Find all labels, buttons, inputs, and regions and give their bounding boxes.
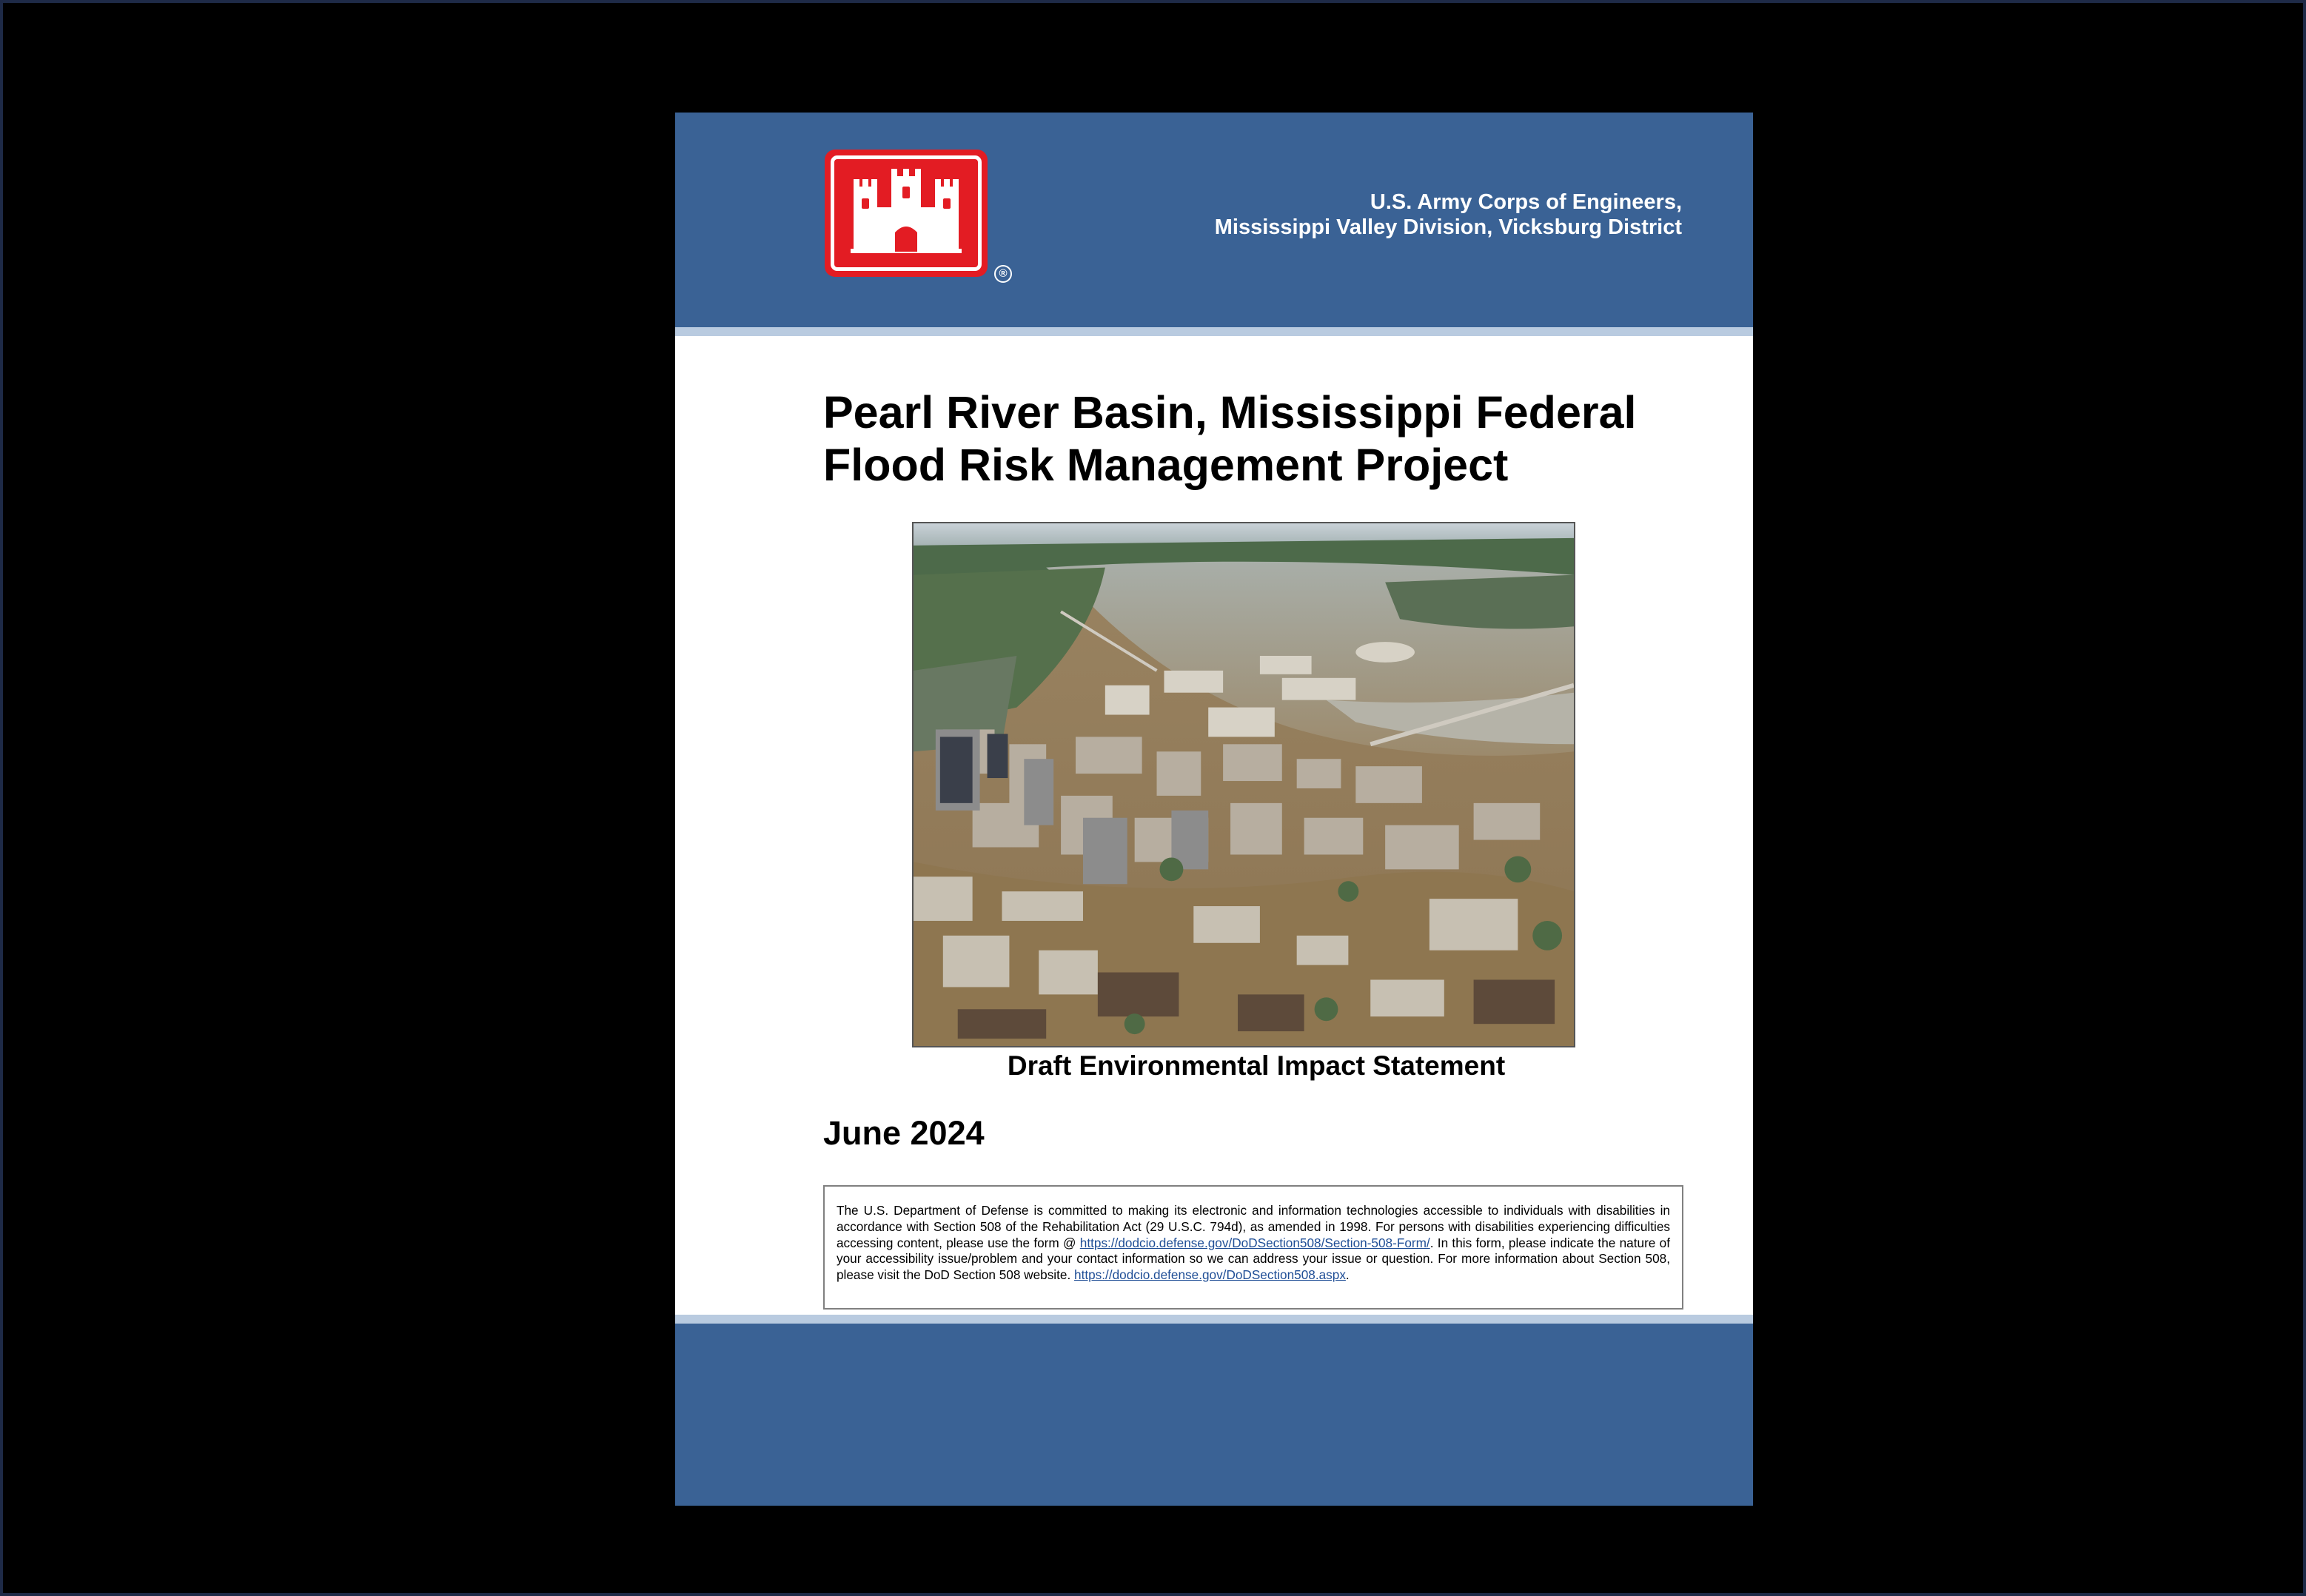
notice-text-3: . <box>1345 1267 1350 1283</box>
cover-photo-flooded-city <box>912 522 1575 1047</box>
header-band <box>675 113 1753 327</box>
org-line-2: Mississippi Valley Division, Vicksburg District <box>1214 215 1682 239</box>
aerial-flood-image <box>914 523 1574 1046</box>
org-line-1: U.S. Army Corps of Engineers, <box>1370 190 1682 214</box>
section-508-notice <box>823 1185 1683 1310</box>
document-page <box>675 113 1753 1506</box>
header-divider <box>675 327 1753 336</box>
organization-name <box>1215 190 1682 240</box>
registered-mark: ® <box>994 265 1012 283</box>
notice-text-1: The U.S. Department of Defense is committed to making its electronic and information technologies accessible to individuals with disabilities in accordance with Section 508 of the Rehabilitation Act (29 U.S.C. 794d), as amended in 1998. For persons with disabilities experiencing difficulties accessing content, please use the form @ <box>837 1203 1670 1250</box>
footer-divider <box>675 1315 1753 1324</box>
section-508-form-link[interactable]: https://dodcio.defense.gov/DoDSection508/Section-508-Form/ <box>1079 1235 1430 1250</box>
title-line-2: Flood Risk Management Project <box>823 440 1509 490</box>
title-line-1: Pearl River Basin, Mississippi Federal <box>823 387 1637 437</box>
document-title <box>823 386 1682 492</box>
notice-text-2: . In this form, please indicate the nature of your accessibility issue/problem and your contact information so we can address your issue or question. For more information about Section 508, please visit the DoD Section 508 website. <box>837 1235 1670 1283</box>
dod-section-508-link[interactable]: https://dodcio.defense.gov/DoDSection508.aspx <box>1074 1267 1346 1283</box>
document-type-caption: Draft Environmental Impact Statement <box>1007 1050 1506 1081</box>
footer-band <box>675 1324 1753 1506</box>
castle-icon <box>851 169 962 258</box>
usace-logo <box>825 150 988 277</box>
publication-date: June 2024 <box>823 1114 985 1152</box>
